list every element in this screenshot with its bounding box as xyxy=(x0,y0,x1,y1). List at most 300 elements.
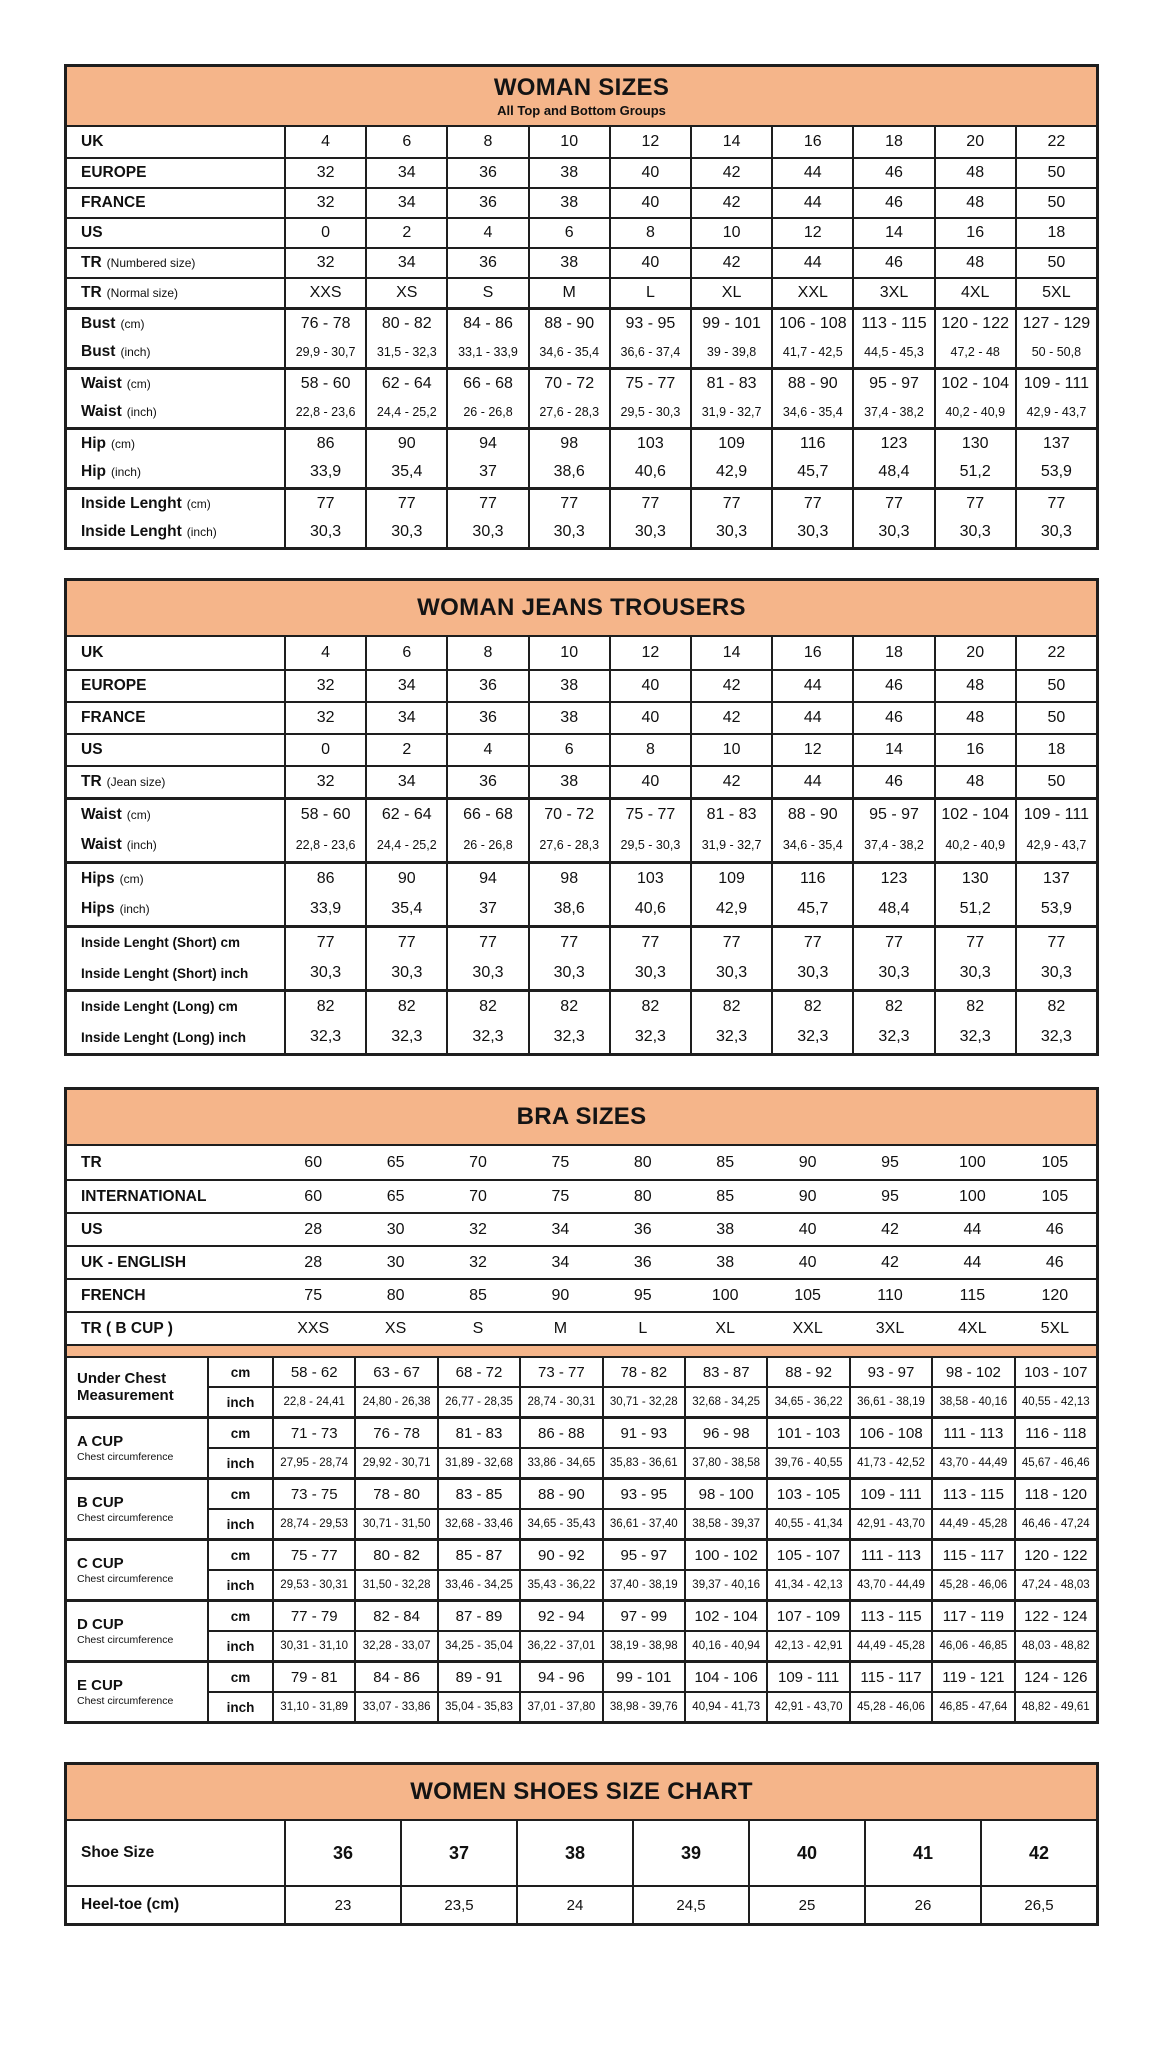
woman-jeans-table xyxy=(64,578,1099,1056)
bra-inch-cell: 34,25 - 35,04 xyxy=(437,1630,519,1660)
row-label-note: (inch) xyxy=(120,345,151,359)
row-label xyxy=(67,249,284,277)
bra-inch-cell: 39,76 - 40,55 xyxy=(766,1447,848,1477)
bra-inch-cell: 32,28 - 33,07 xyxy=(354,1630,436,1660)
size-cell: 40 xyxy=(609,671,690,701)
size-cell: 26,5 xyxy=(980,1887,1096,1923)
table-row xyxy=(67,487,1096,517)
bra-cup-group xyxy=(67,1599,1096,1660)
bra-size-cell: 4XL xyxy=(958,1319,987,1337)
size-cell: 4 xyxy=(446,735,527,765)
row-label xyxy=(67,1821,284,1885)
bra-cup-name: E CUP xyxy=(77,1676,123,1694)
size-cell: 40 xyxy=(748,1821,864,1885)
size-cell: 42,9 xyxy=(690,457,771,487)
size-cell: 40 xyxy=(609,767,690,797)
bra-inch-cell: 39,37 - 40,16 xyxy=(684,1569,766,1599)
size-cell: 20 xyxy=(934,637,1015,669)
size-cell: 30,3 xyxy=(365,957,446,989)
size-cell: 88 - 90 xyxy=(771,370,852,397)
size-cell: 81 - 83 xyxy=(690,800,771,829)
bra-size-cell: 60 xyxy=(304,1153,323,1171)
bra-size-cell: 40 xyxy=(798,1253,817,1271)
size-cell: M xyxy=(528,279,609,307)
unit-label-cm: cm xyxy=(207,1419,272,1447)
size-cell: 37,4 - 38,2 xyxy=(852,397,933,427)
size-cell: 35,4 xyxy=(365,893,446,925)
size-cell: 70 - 72 xyxy=(528,370,609,397)
size-cell: 40 xyxy=(609,249,690,277)
size-cell: 90 xyxy=(365,864,446,893)
bra-cup-name: B CUP xyxy=(77,1493,124,1511)
bra-cm-cell: 93 - 95 xyxy=(602,1480,684,1508)
bra-cm-cell: 116 - 118 xyxy=(1014,1419,1096,1447)
bra-cm-cell: 111 - 113 xyxy=(849,1541,931,1569)
size-cell: 27,6 - 28,3 xyxy=(528,397,609,427)
size-cell: 76 - 78 xyxy=(284,310,365,337)
row-label-note: (Numbered size) xyxy=(106,256,196,270)
table-row xyxy=(67,1821,1096,1885)
bra-cm-cell: 100 - 102 xyxy=(684,1541,766,1569)
bra-inch-cell: 40,55 - 42,13 xyxy=(1014,1386,1096,1416)
size-cell: 44 xyxy=(771,671,852,701)
bra-size-cell: 5XL xyxy=(1040,1319,1070,1337)
size-cell: 37 xyxy=(446,457,527,487)
bra-cm-cell: 104 - 106 xyxy=(684,1663,766,1691)
size-cell: 14 xyxy=(852,219,933,247)
size-cell: 51,2 xyxy=(934,893,1015,925)
size-cell: 34,6 - 35,4 xyxy=(771,397,852,427)
bra-inch-cell: 46,06 - 46,85 xyxy=(931,1630,1013,1660)
bra-inch-cell: 42,13 - 42,91 xyxy=(766,1630,848,1660)
row-label xyxy=(67,159,284,187)
bra-size-cell: XXS xyxy=(297,1319,330,1337)
bra-cm-cell: 76 - 78 xyxy=(354,1419,436,1447)
bra-system-row xyxy=(67,1245,1096,1278)
size-cell: 102 - 104 xyxy=(934,370,1015,397)
size-cell: 116 xyxy=(771,864,852,893)
bra-cm-cell: 113 - 115 xyxy=(931,1480,1013,1508)
row-label-note: (inch) xyxy=(126,405,157,419)
size-cell: 34 xyxy=(365,671,446,701)
size-cell: 38 xyxy=(516,1821,632,1885)
row-label-note: (Jean size) xyxy=(106,775,166,789)
bra-size-cell: 60 xyxy=(304,1187,323,1205)
row-label xyxy=(67,864,284,893)
size-cell: 113 - 115 xyxy=(852,310,933,337)
bra-cm-cell: 118 - 120 xyxy=(1014,1480,1096,1508)
size-cell: 40 xyxy=(609,189,690,217)
size-cell: 42,9 - 43,7 xyxy=(1015,397,1096,427)
bra-inch-cell: 41,73 - 42,52 xyxy=(849,1447,931,1477)
bra-cup-name: D CUP xyxy=(77,1615,124,1633)
bra-size-cell: 38 xyxy=(716,1220,735,1238)
bra-cup-label xyxy=(67,1480,207,1538)
size-cell: 2 xyxy=(365,735,446,765)
row-label xyxy=(67,637,284,669)
bra-size-cell: 34 xyxy=(551,1253,570,1271)
size-cell: S xyxy=(446,279,527,307)
size-cell: 46 xyxy=(852,671,933,701)
bra-cup-sublabel: Chest circumference xyxy=(77,1512,174,1525)
size-cell: 48 xyxy=(934,189,1015,217)
size-cell: 36 xyxy=(446,703,527,733)
bra-inch-cell: 36,61 - 38,19 xyxy=(849,1386,931,1416)
size-cell: 16 xyxy=(934,735,1015,765)
bra-cup-sublabel: Chest circumference xyxy=(77,1451,174,1464)
bra-cm-cell: 80 - 82 xyxy=(354,1541,436,1569)
bra-cm-cell: 93 - 97 xyxy=(849,1358,931,1386)
size-cell: 47,2 - 48 xyxy=(934,337,1015,367)
size-cell: 77 xyxy=(852,928,933,957)
bra-cm-cell: 63 - 67 xyxy=(354,1358,436,1386)
row-label-text: Bust xyxy=(81,314,116,332)
size-cell: 10 xyxy=(528,127,609,157)
row-label-text: TR xyxy=(81,773,102,790)
bra-size-cell: 36 xyxy=(633,1253,652,1271)
size-cell: 82 xyxy=(1015,992,1096,1021)
size-cell: 33,9 xyxy=(284,893,365,925)
bra-inch-cell: 30,71 - 32,28 xyxy=(602,1386,684,1416)
row-label xyxy=(67,397,284,427)
bra-separator-strip xyxy=(67,1344,1096,1358)
size-cell: 4 xyxy=(284,637,365,669)
size-cell: 30,3 xyxy=(1015,517,1096,547)
size-cell: 42 xyxy=(690,249,771,277)
woman-jeans-header xyxy=(67,581,1096,637)
row-label xyxy=(67,310,284,337)
size-cell: 93 - 95 xyxy=(609,310,690,337)
bra-inch-cell: 34,65 - 35,43 xyxy=(519,1508,601,1538)
bra-inch-cell: 42,91 - 43,70 xyxy=(849,1508,931,1538)
bra-cm-cell: 105 - 107 xyxy=(766,1541,848,1569)
table-row xyxy=(67,1885,1096,1923)
size-cell: 35,4 xyxy=(365,457,446,487)
bra-cm-cell: 89 - 91 xyxy=(437,1663,519,1691)
size-cell: 30,3 xyxy=(852,957,933,989)
size-cell: 37 xyxy=(400,1821,516,1885)
size-cell: 44 xyxy=(771,189,852,217)
row-label xyxy=(67,1021,284,1053)
size-cell: 4 xyxy=(284,127,365,157)
bra-size-cell: 120 xyxy=(1041,1286,1069,1304)
size-cell: 77 xyxy=(1015,490,1096,517)
size-cell: 86 xyxy=(284,430,365,457)
row-label xyxy=(67,703,284,733)
bra-inch-cell: 29,92 - 30,71 xyxy=(354,1447,436,1477)
size-cell: 33,9 xyxy=(284,457,365,487)
size-cell: 99 - 101 xyxy=(690,310,771,337)
bra-inch-cell: 43,70 - 44,49 xyxy=(931,1447,1013,1477)
woman-jeans-title: WOMAN JEANS TROUSERS xyxy=(417,594,746,621)
size-cell: 30,3 xyxy=(446,517,527,547)
bra-inch-cell: 46,85 - 47,64 xyxy=(931,1691,1013,1721)
size-cell: 75 - 77 xyxy=(609,370,690,397)
table-row xyxy=(67,1021,1096,1053)
row-label-note: (inch) xyxy=(186,525,217,539)
size-cell: 42 xyxy=(980,1821,1096,1885)
bra-cup-sublabel: Chest circumference xyxy=(77,1695,174,1708)
table-row xyxy=(67,989,1096,1021)
bra-cm-cell: 109 - 111 xyxy=(849,1480,931,1508)
size-cell: 77 xyxy=(284,928,365,957)
bra-cup-label xyxy=(67,1358,207,1416)
size-cell: 14 xyxy=(852,735,933,765)
size-cell: 82 xyxy=(365,992,446,1021)
size-cell: 82 xyxy=(284,992,365,1021)
bra-cm-cell: 98 - 102 xyxy=(931,1358,1013,1386)
women-shoes-title: WOMEN SHOES SIZE CHART xyxy=(410,1778,753,1805)
size-cell: 18 xyxy=(1015,219,1096,247)
bra-cm-cell: 90 - 92 xyxy=(519,1541,601,1569)
size-cell: 34 xyxy=(365,159,446,187)
bra-cm-cell: 101 - 103 xyxy=(766,1419,848,1447)
size-cell: 120 - 122 xyxy=(934,310,1015,337)
row-label xyxy=(67,430,284,457)
bra-cup-name: Under Chest Measurement xyxy=(77,1369,174,1404)
bra-cm-cell: 83 - 87 xyxy=(684,1358,766,1386)
bra-size-cell: 95 xyxy=(881,1153,899,1171)
bra-cup-sublabel: Chest circumference xyxy=(77,1573,174,1586)
size-cell: 44 xyxy=(771,703,852,733)
bra-cup-label xyxy=(67,1663,207,1721)
bra-cm-cell: 109 - 111 xyxy=(766,1663,848,1691)
bra-inch-cell: 37,80 - 38,58 xyxy=(684,1447,766,1477)
size-cell: 62 - 64 xyxy=(365,370,446,397)
table-row xyxy=(67,397,1096,427)
woman-sizes-title: WOMAN SIZES xyxy=(493,74,670,101)
bra-cup-group xyxy=(67,1416,1096,1477)
bra-size-cell: 100 xyxy=(959,1153,986,1171)
table-row xyxy=(67,829,1096,861)
size-cell: 58 - 60 xyxy=(284,800,365,829)
size-cell: 37,4 - 38,2 xyxy=(852,829,933,861)
bra-size-cell: 34 xyxy=(551,1220,570,1238)
table-gap xyxy=(64,550,1099,578)
bra-system-row xyxy=(67,1179,1096,1212)
row-label-note: (inch) xyxy=(110,465,141,479)
size-cell: 86 xyxy=(284,864,365,893)
size-cell: 40 xyxy=(609,703,690,733)
bra-cm-cell: 115 - 117 xyxy=(931,1541,1013,1569)
row-label-text: Inside Lenght (Short) cm xyxy=(81,935,241,950)
row-label xyxy=(67,127,284,157)
size-cell: 32,3 xyxy=(1015,1021,1096,1053)
size-cell: 24,5 xyxy=(632,1887,748,1923)
row-label xyxy=(67,800,284,829)
table-row xyxy=(67,797,1096,829)
size-cell: 34 xyxy=(365,189,446,217)
bra-inch-cell: 48,03 - 48,82 xyxy=(1014,1630,1096,1660)
size-cell: 4 xyxy=(446,219,527,247)
size-cell: 27,6 - 28,3 xyxy=(528,829,609,861)
size-cell: 77 xyxy=(934,928,1015,957)
size-cell: 37 xyxy=(446,893,527,925)
size-cell: 30,3 xyxy=(528,517,609,547)
bra-cm-cell: 58 - 62 xyxy=(272,1358,354,1386)
table-row xyxy=(67,957,1096,989)
table-row xyxy=(67,337,1096,367)
size-cell: 46 xyxy=(852,767,933,797)
bra-inch-cell: 38,98 - 39,76 xyxy=(602,1691,684,1721)
size-cell: 48 xyxy=(934,159,1015,187)
size-cell: 22,8 - 23,6 xyxy=(284,397,365,427)
bra-cm-cell: 97 - 99 xyxy=(602,1602,684,1630)
size-cell: 12 xyxy=(771,735,852,765)
row-label xyxy=(67,337,284,367)
size-cell: 38 xyxy=(528,703,609,733)
bra-inch-cell: 45,67 - 46,46 xyxy=(1014,1447,1096,1477)
bra-size-cell: L xyxy=(638,1319,648,1337)
bra-system-label: UK - ENGLISH xyxy=(81,1253,187,1271)
size-cell: 45,7 xyxy=(771,893,852,925)
size-cell: 29,9 - 30,7 xyxy=(284,337,365,367)
bra-size-cell: 95 xyxy=(633,1286,652,1304)
bra-cm-cell: 99 - 101 xyxy=(602,1663,684,1691)
row-label-text: Waist xyxy=(81,374,122,392)
row-label-note: (cm) xyxy=(119,871,144,886)
size-cell: 26 - 26,8 xyxy=(446,397,527,427)
size-cell: 109 xyxy=(690,430,771,457)
row-label-note: (cm) xyxy=(120,316,145,331)
table-row xyxy=(67,637,1096,669)
bra-size-cell: S xyxy=(472,1319,484,1337)
bra-cup-group xyxy=(67,1538,1096,1599)
row-label-note: (cm) xyxy=(126,376,151,391)
size-cell: 18 xyxy=(1015,735,1096,765)
table-gap xyxy=(64,1056,1099,1087)
size-cell: 32 xyxy=(284,671,365,701)
size-cell: 77 xyxy=(934,490,1015,517)
size-cell: 14 xyxy=(690,637,771,669)
bra-size-cell: 80 xyxy=(386,1286,405,1304)
bra-inch-cell: 31,89 - 32,68 xyxy=(437,1447,519,1477)
row-label-text: US xyxy=(81,224,103,241)
size-cell: 0 xyxy=(284,735,365,765)
size-cell: 38 xyxy=(528,159,609,187)
row-label xyxy=(67,957,284,989)
bra-size-cell: 75 xyxy=(304,1286,323,1304)
size-cell: 32 xyxy=(284,159,365,187)
bra-inch-cell: 36,22 - 37,01 xyxy=(519,1630,601,1660)
size-cell: 12 xyxy=(771,219,852,247)
size-cell: 82 xyxy=(609,992,690,1021)
table-row xyxy=(67,925,1096,957)
bra-cm-cell: 81 - 83 xyxy=(437,1419,519,1447)
size-cell: 38,6 xyxy=(528,457,609,487)
size-cell: 32,3 xyxy=(771,1021,852,1053)
table-row xyxy=(67,427,1096,457)
bra-size-cell: 46 xyxy=(1045,1220,1064,1238)
row-label-text: Hips xyxy=(81,869,115,887)
size-cell: 41,7 - 42,5 xyxy=(771,337,852,367)
size-cell: 24,4 - 25,2 xyxy=(365,397,446,427)
unit-label-inch: inch xyxy=(207,1569,272,1599)
size-cell: 48 xyxy=(934,671,1015,701)
bra-inch-cell: 35,43 - 36,22 xyxy=(519,1569,601,1599)
size-cell: 42,9 xyxy=(690,893,771,925)
size-cell: 98 xyxy=(528,864,609,893)
size-cell: 31,9 - 32,7 xyxy=(690,397,771,427)
row-label-note: (inch) xyxy=(126,838,157,852)
row-label-text: Inside Lenght xyxy=(81,523,182,540)
unit-label-cm: cm xyxy=(207,1358,272,1386)
bra-cm-cell: 78 - 82 xyxy=(602,1358,684,1386)
bra-system-label: INTERNATIONAL xyxy=(81,1187,207,1205)
bra-size-cell: XXL xyxy=(792,1319,823,1337)
bra-size-cell: M xyxy=(553,1319,568,1337)
size-cell: 29,5 - 30,3 xyxy=(609,397,690,427)
size-cell: 36 xyxy=(446,159,527,187)
bra-cup-name: A CUP xyxy=(77,1432,124,1450)
bra-cm-cell: 111 - 113 xyxy=(931,1419,1013,1447)
row-label-text: UK xyxy=(81,644,104,661)
size-cell: 30,3 xyxy=(609,517,690,547)
bra-sizes-header xyxy=(67,1090,1096,1146)
row-label-text: Inside Lenght (Short) inch xyxy=(81,965,249,981)
bra-cm-cell: 124 - 126 xyxy=(1014,1663,1096,1691)
size-cell: 38 xyxy=(528,767,609,797)
bra-size-cell: XS xyxy=(384,1319,407,1337)
size-cell: 77 xyxy=(609,490,690,517)
size-cell: 38 xyxy=(528,249,609,277)
bra-cm-cell: 98 - 100 xyxy=(684,1480,766,1508)
size-cell: 26 - 26,8 xyxy=(446,829,527,861)
row-label-text: Waist xyxy=(81,403,122,420)
bra-cm-cell: 113 - 115 xyxy=(849,1602,931,1630)
size-cell: 42 xyxy=(690,189,771,217)
women-shoes-table xyxy=(64,1762,1099,1926)
table-row xyxy=(67,187,1096,217)
bra-cm-cell: 96 - 98 xyxy=(684,1419,766,1447)
bra-size-cell: 46 xyxy=(1045,1253,1064,1271)
bra-inch-cell: 42,91 - 43,70 xyxy=(766,1691,848,1721)
size-cell: 12 xyxy=(609,637,690,669)
size-cell: 34,6 - 35,4 xyxy=(528,337,609,367)
size-cell: 50 xyxy=(1015,671,1096,701)
size-cell: 102 - 104 xyxy=(934,800,1015,829)
bra-size-cell: 85 xyxy=(469,1286,487,1304)
unit-label-cm: cm xyxy=(207,1541,272,1569)
table-row xyxy=(67,157,1096,187)
size-cell: 84 - 86 xyxy=(446,310,527,337)
size-cell: 130 xyxy=(934,864,1015,893)
size-cell: 66 - 68 xyxy=(446,800,527,829)
bra-inch-cell: 28,74 - 29,53 xyxy=(272,1508,354,1538)
size-cell: 103 xyxy=(609,430,690,457)
size-cell: 42 xyxy=(690,159,771,187)
bra-size-cell: 105 xyxy=(794,1286,821,1304)
unit-label-cm: cm xyxy=(207,1663,272,1691)
bra-system-row xyxy=(67,1311,1096,1344)
bra-size-cell: 36 xyxy=(633,1220,652,1238)
bra-size-cell: 44 xyxy=(963,1253,982,1271)
woman-sizes-table xyxy=(64,64,1099,550)
size-cell: XXL xyxy=(771,279,852,307)
size-cell: 88 - 90 xyxy=(771,800,852,829)
size-cell: 50 xyxy=(1015,189,1096,217)
bra-system-row xyxy=(67,1146,1096,1179)
row-label xyxy=(67,219,284,247)
bra-cup-group xyxy=(67,1660,1096,1721)
row-label-text: TR xyxy=(81,284,102,301)
size-cell: 45,7 xyxy=(771,457,852,487)
size-cell: 40,6 xyxy=(609,457,690,487)
table-row xyxy=(67,217,1096,247)
row-label-text: Hips xyxy=(81,900,115,917)
bra-system-label: TR ( B CUP ) xyxy=(81,1319,173,1337)
bra-cm-cell: 119 - 121 xyxy=(931,1663,1013,1691)
